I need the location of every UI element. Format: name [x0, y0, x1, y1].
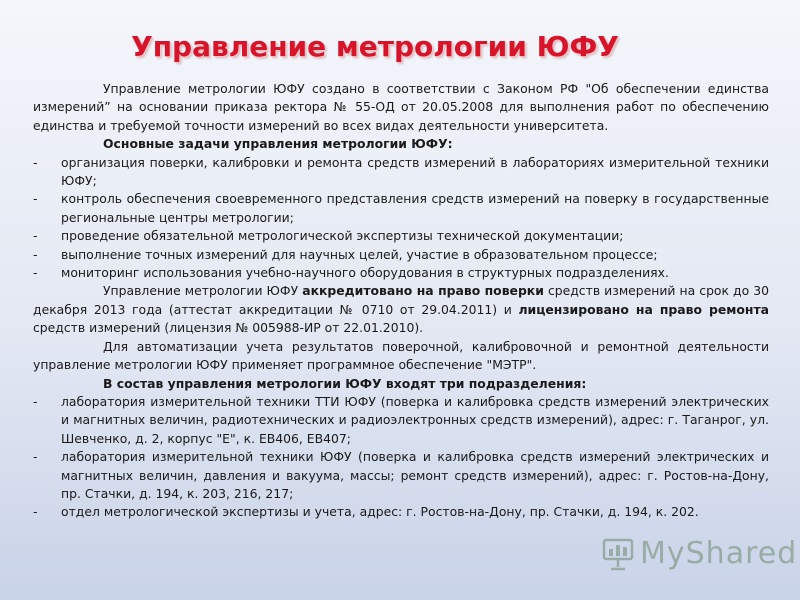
accreditation-paragraph	[33, 282, 769, 337]
task-text: выполнение точных измерений для научных целей, участие в образовательном процессе;	[61, 246, 658, 262]
watermark-text: MyShared	[640, 536, 798, 571]
task-item	[33, 264, 769, 282]
accreditation-text: Управление метрологии ЮФУ	[103, 283, 303, 299]
bullet-dash: -	[33, 449, 38, 465]
bullet-dash: -	[33, 393, 38, 409]
page-title: Управление метрологии ЮФУ	[131, 30, 619, 63]
bullet-dash: -	[33, 154, 38, 170]
task-item	[33, 190, 769, 227]
watermark	[600, 536, 797, 571]
task-text: проведение обязательной метрологической экспертизы технической документации;	[61, 228, 624, 244]
unit-item	[33, 448, 769, 503]
unit-text: отдел метрологической экспертизы и учета, адрес: г. Ростов-на-Дону, пр. Стачки, д. 194, к. 202.	[61, 504, 699, 520]
bullet-dash: -	[33, 265, 38, 281]
task-item	[33, 227, 769, 245]
automation-paragraph: Для автоматизации учета результатов поверочной, калибровочной и ремонтной деятельности управление метрологии ЮФУ применяет программное обеспечение "МЭТР".	[33, 338, 769, 373]
bullet-dash: -	[33, 228, 38, 244]
unit-item	[33, 393, 769, 448]
accreditation-text: средств измерений (лицензия № 005988-ИР от 22.01.2010).	[33, 320, 424, 336]
unit-text: лаборатория измерительной техники ТТИ ЮФУ (поверка и калибровка средств измерений электрических и магнитных величин, радиотехнических и радиоэлектронных средств измерений), адрес: г. Таганрог, ул. Шевченко, д. 2, корпус "Е", к. ЕВ406, ЕВ407;	[61, 393, 769, 446]
bullet-dash: -	[33, 504, 38, 520]
units-heading: В состав управления метрологии ЮФУ входят три подразделения:	[103, 375, 587, 391]
task-text: контроль обеспечения своевременного представления средств измерений на поверку в государственные региональные центры метрологии;	[61, 191, 769, 225]
task-text: организация поверки, калибровки и ремонта средств измерений в лабораториях измерительной техники ЮФУ;	[61, 154, 769, 189]
task-item	[33, 246, 769, 264]
unit-text: лаборатория измерительной техники ЮФУ (поверка и калибровка средств измерений электрических и магнитных величин, давления и вакуума, массы; ремонт средств измерений), адрес: г. Ростов-на-Дону, пр. Стачки, д. 194, к. 203, 216, 217;	[61, 449, 769, 501]
accreditation-bold: аккредитовано на право поверки	[302, 283, 544, 299]
task-text: мониторинг использования учебно-научного оборудования в структурных подразделениях.	[61, 265, 669, 281]
unit-item	[33, 503, 769, 521]
slide-body	[33, 80, 769, 522]
bullet-dash: -	[33, 191, 38, 207]
bullet-dash: -	[33, 246, 38, 262]
accreditation-text: средств измерений на срок до 30 декабря 2013 года (аттестат аккредитации № 0710 от 29.04.2011) и	[33, 283, 769, 317]
license-bold: лицензировано на право ремонта	[518, 301, 769, 317]
presentation-board-icon	[600, 537, 636, 571]
tasks-heading: Основные задачи управления метрологии ЮФУ:	[103, 136, 453, 152]
task-item	[33, 154, 769, 191]
intro-paragraph: Управление метрологии ЮФУ создано в соответствии с Законом РФ "Об обеспечении единства измерений” на основании приказа ректора № 55-ОД от 20.05.2008 для выполнения работ по обеспечению единства и требуемой точности измерений во всех видах деятельности университета.	[33, 81, 769, 133]
